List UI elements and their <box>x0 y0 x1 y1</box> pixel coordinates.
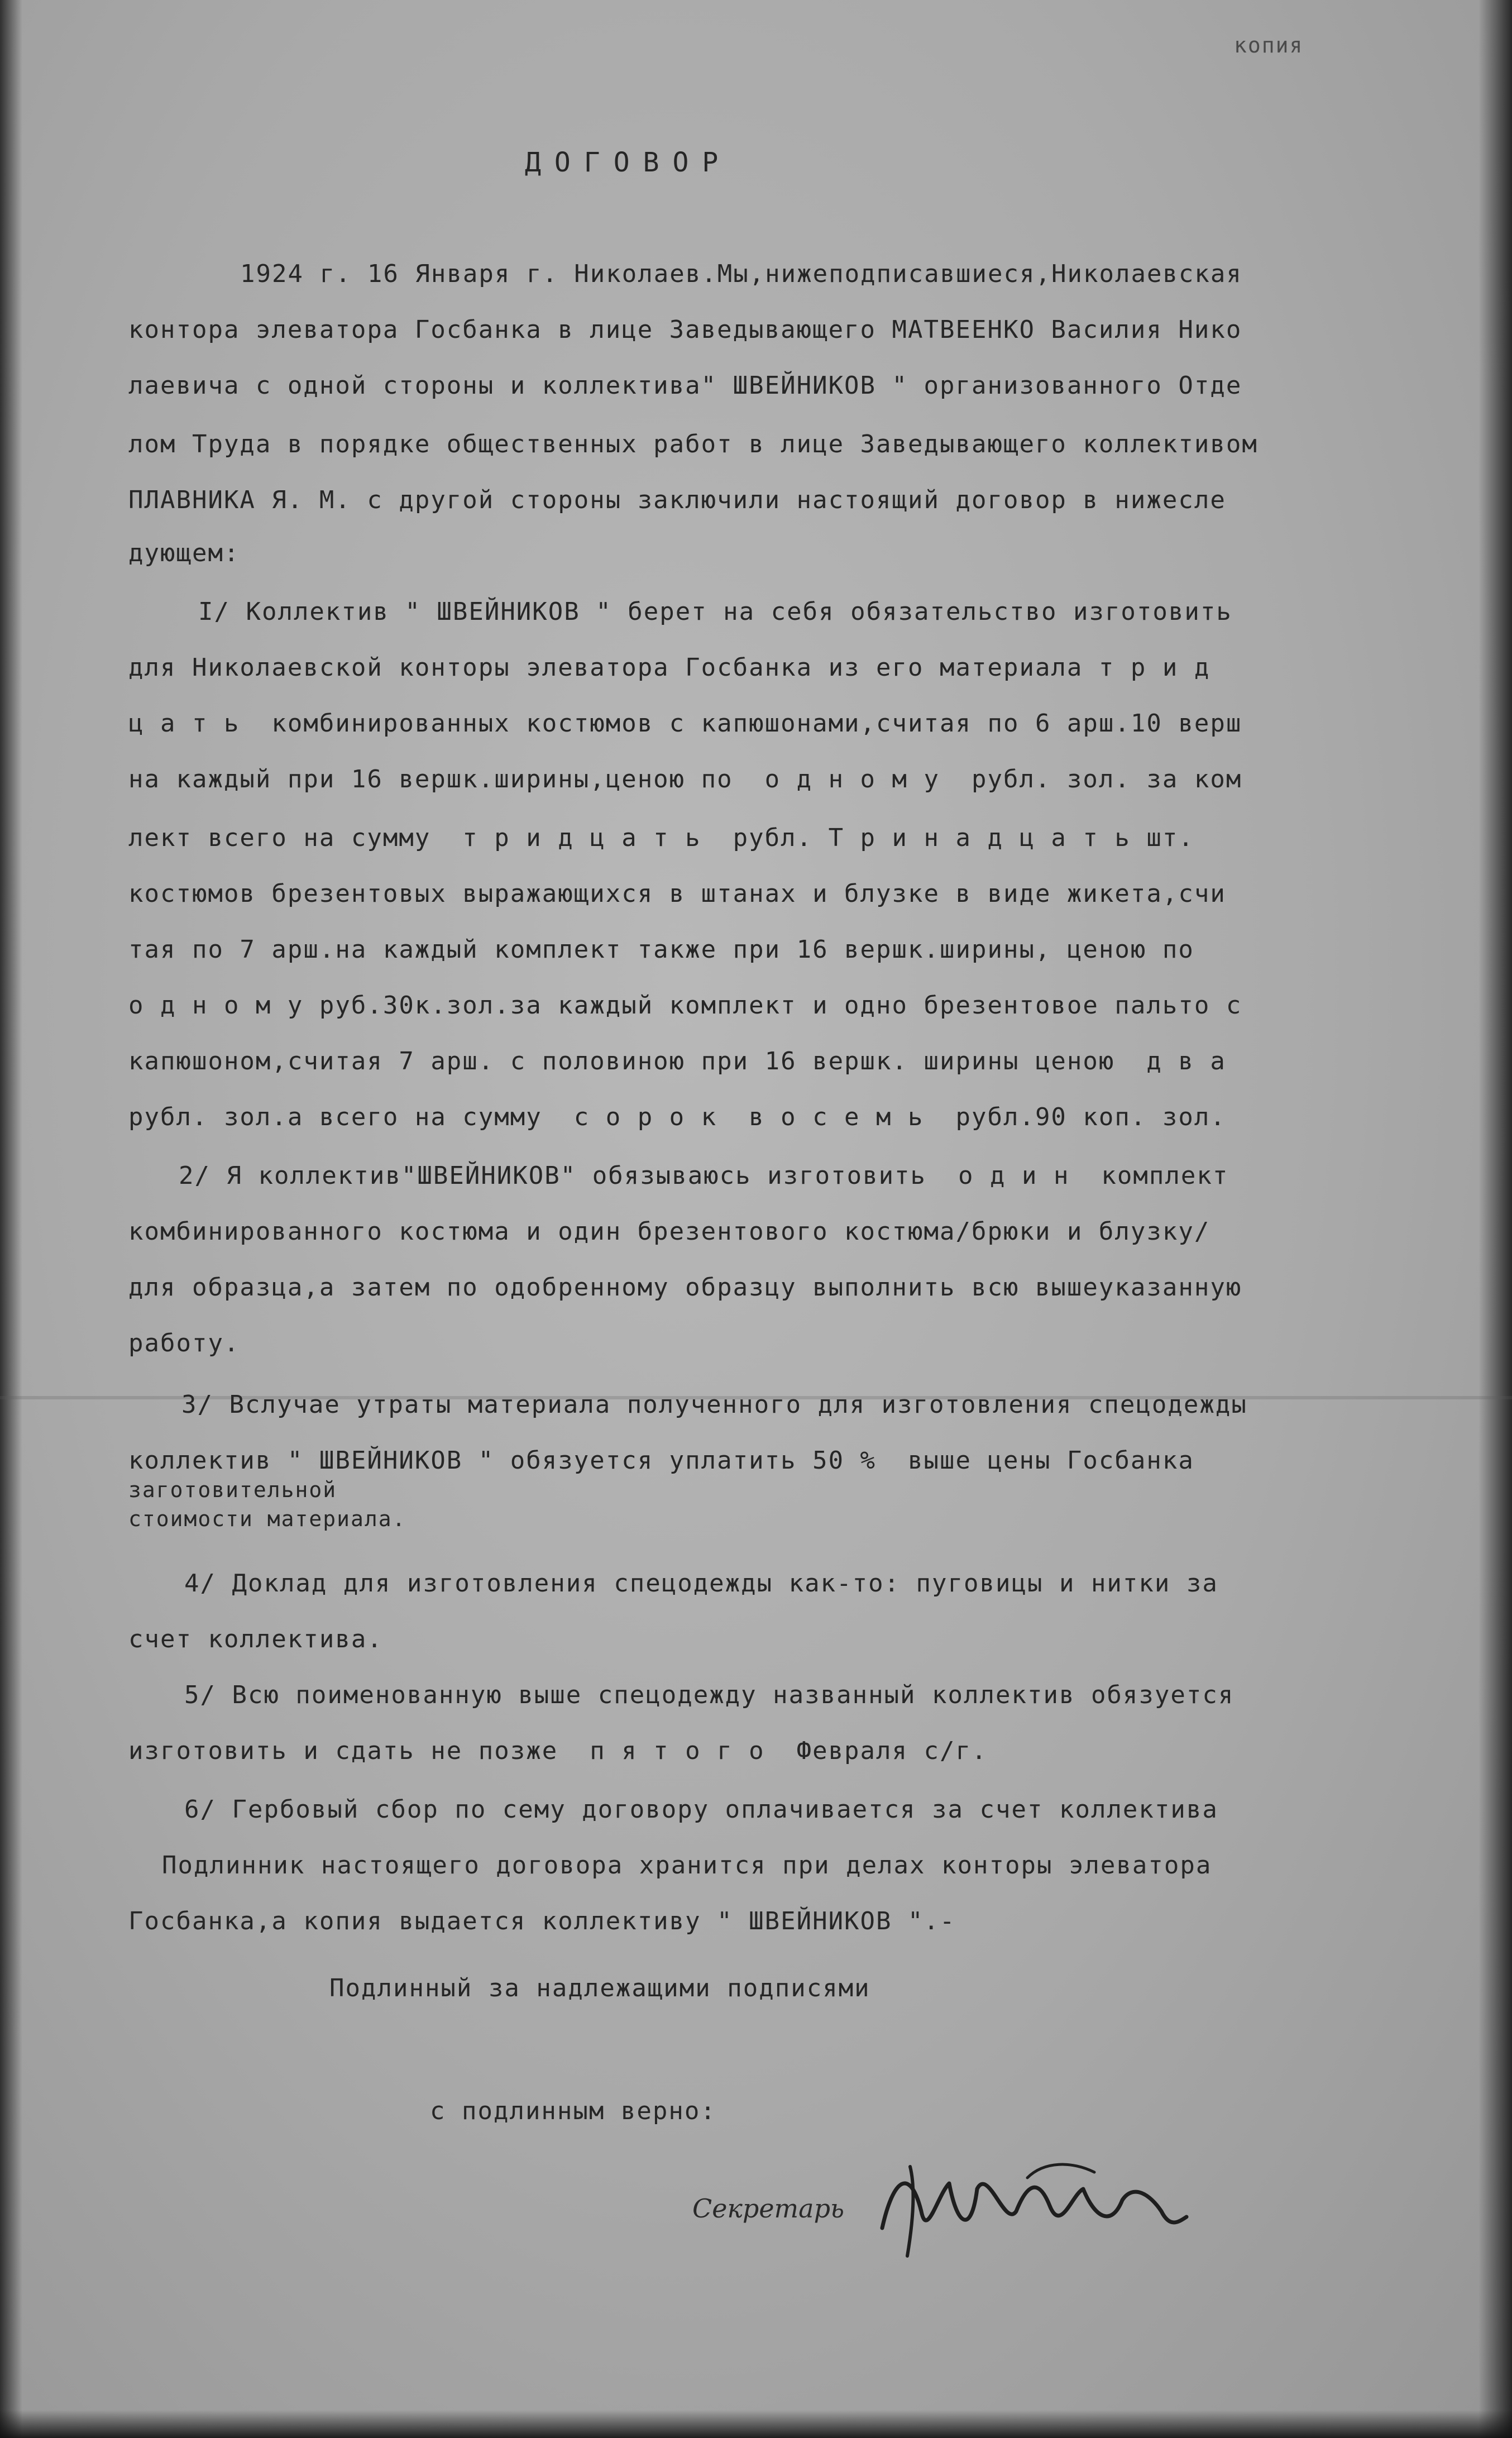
text-line: о д н о м у руб.30к.зол.за каждый комплект и одно брезентовое пальто с <box>128 991 1242 1020</box>
text-line: изготовить и сдать не позже п я т о г о Февраля с/г. <box>128 1737 988 1765</box>
text-line: ц а т ь комбинированных костюмов с капюшонами,считая по 6 арш.10 верш <box>128 709 1242 738</box>
text-line: контора элеватора Госбанка в лице Заведывающего МАТВЕЕНКО Василия Нико <box>128 315 1242 344</box>
text-line: ПЛАВНИКА Я. М. с другой стороны заключили настоящий договор в нижесле <box>128 486 1226 514</box>
text-line: рубл. зол.а всего на сумму с о р о к в о с е м ь рубл.90 коп. зол. <box>128 1103 1226 1131</box>
text-line: коллектив " ШВЕЙНИКОВ " обязуется уплатить 50 % выше цены Госбанка <box>128 1446 1194 1475</box>
text-line: на каждый при 16 вершк.ширины,ценою по о д н о м у рубл. зол. за ком <box>128 765 1242 793</box>
text-line: заготовительной <box>128 1478 337 1502</box>
text-line: капюшоном,считая 7 арш. с половиною при 16 вершк. ширины ценою д в а <box>128 1047 1226 1075</box>
text-line: Подлинный за надлежащими подписями <box>329 1974 870 2002</box>
bottom-edge-shadow <box>0 2410 1512 2438</box>
text-line: тая по 7 арш.на каждый комплект также при 16 вершк.ширины, ценою по <box>128 935 1194 964</box>
text-line: лект всего на сумму т р и д ц а т ь рубл. Т р и н а д ц а т ь шт. <box>128 824 1194 852</box>
text-line: для образца,а затем по одобренному образцу выполнить всю вышеуказанную <box>128 1273 1242 1302</box>
text-line: стоимости материала. <box>128 1507 406 1531</box>
text-line: 5/ Всю поименованную выше спецодежду названный коллектив обязуется <box>184 1681 1235 1709</box>
text-line: 1924 г. 16 Января г. Николаев.Мы,нижеподписавшиеся,Николаевская <box>240 260 1242 288</box>
text-line: Подлинник настоящего договора хранится при делах конторы элеватора <box>162 1851 1212 1880</box>
secretary-stamp: Секретарь <box>692 2193 845 2224</box>
text-line: счет коллектива. <box>128 1625 383 1653</box>
text-line: 2/ Я коллектив"ШВЕЙНИКОВ" обязываюсь изготовить о д и н комплект <box>179 1161 1229 1190</box>
text-line: костюмов брезентовых выражающихся в штанах и блузке в виде жикета,счи <box>128 879 1226 908</box>
text-line: Госбанка,а копия выдается коллективу " ШВЕЙНИКОВ ".- <box>128 1907 956 1935</box>
text-line: для Николаевской конторы элеватора Госбанка из его материала т р и д <box>128 653 1210 682</box>
text-line: 3/ Вслучае утраты материала полученного для изготовления спецодежды <box>181 1390 1247 1419</box>
text-line: комбинированного костюма и один брезентового костюма/брюки и блузку/ <box>128 1217 1210 1246</box>
document-title: ДОГОВОР <box>525 147 732 178</box>
handwritten-signature <box>860 2144 1195 2273</box>
text-line: 6/ Гербовый сбор по сему договору оплачивается за счет коллектива <box>184 1795 1218 1824</box>
text-line: работу. <box>128 1329 240 1357</box>
text-line: дующем: <box>128 539 240 567</box>
text-line: 4/ Доклад для изготовления спецодежды как-то: пуговицы и нитки за <box>184 1569 1218 1598</box>
copy-mark: копия <box>1234 33 1304 58</box>
text-line: лаевича с одной стороны и коллектива" ШВЕЙНИКОВ " организованного Отде <box>128 371 1242 400</box>
right-edge-shadow <box>1478 0 1512 2438</box>
text-line: с подлинным верно: <box>430 2097 716 2125</box>
left-edge-shadow <box>0 0 22 2438</box>
text-line: лом Труда в порядке общественных работ в лице Заведывающего коллективом <box>128 430 1258 458</box>
text-line: I/ Коллектив " ШВЕЙНИКОВ " берет на себя обязательство изготовить <box>198 597 1232 626</box>
